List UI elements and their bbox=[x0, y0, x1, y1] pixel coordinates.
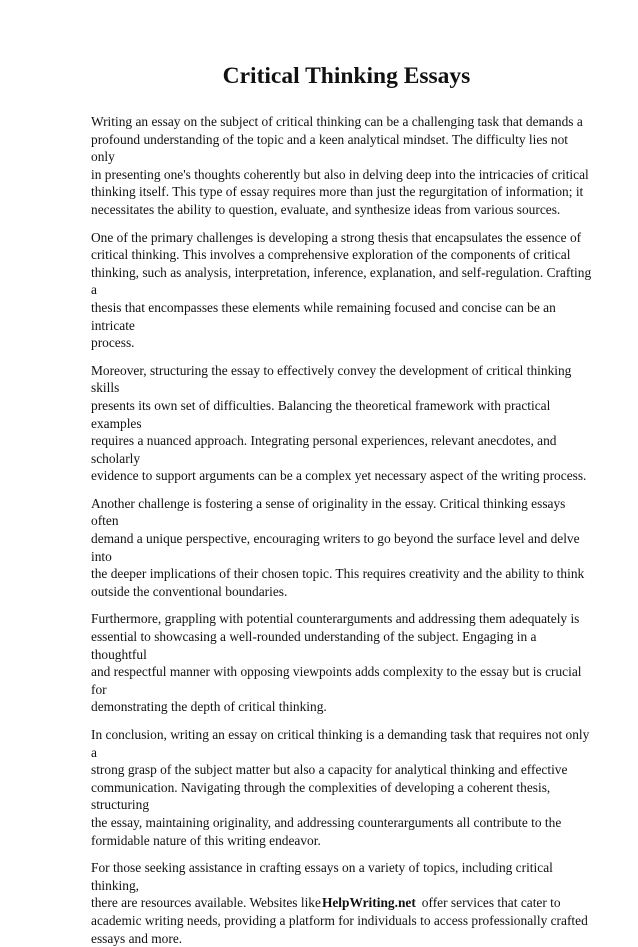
closing-text-before-link: For those seeking assistance in crafting essays on a variety of topics, including critical thinking, there are resources available. Websites like bbox=[91, 860, 553, 911]
paragraph-structure: Moreover, structuring the essay to effectively convey the development of critical thinking skills presents its own set of difficulties. Balancing the theoretical framework with practical examples requires a nuanced approach. Integrating personal experiences, relevant anecdotes, and scholarly evidence to support arguments can be a complex yet necessary aspect of the writing process. bbox=[91, 362, 587, 484]
helpwriting-link[interactable]: HelpWriting.net bbox=[321, 895, 416, 911]
paragraph-originality: Another challenge is fostering a sense of originality in the essay. Critical thinking essays often demand a unique perspective, encouraging writers to go beyond the surface level and delve into the deeper implications of their chosen topic. This requires creativity and the ability to think outside the conventional boundaries. bbox=[91, 495, 585, 599]
paragraph-conclusion: In conclusion, writing an essay on critical thinking is a demanding task that requires not only a strong grasp of the subject matter but also a capacity for analytical thinking and effective communication. Navigating through the complexities of developing a coherent thesis, structuring the essay, maintaining originality, and addressing counterarguments all contribute to the formidable nature of this writing endeavor. bbox=[91, 727, 590, 848]
paragraph-intro: Writing an essay on the subject of critical thinking can be a challenging task that demands a profound understanding of the topic and a keen analytical mindset. The difficulty lies not only in presenting one's thoughts coherently but also in delving deep into the intricacies of critical thinking itself. This type of essay requires more than just the regurgitation of information; it necessitates the ability to question, evaluate, and synthesize ideas from various sources. bbox=[91, 114, 589, 217]
document-title: Critical Thinking Essays bbox=[222, 63, 471, 89]
paragraph-closing bbox=[91, 859, 594, 947]
paragraph-thesis: One of the primary challenges is developing a strong thesis that encapsulates the essence of critical thinking. This involves a comprehensive exploration of the components of critical thinking, such as analysis, interpretation, inference, explanation, and self-regulation. Crafting a thesis that encompasses these elements while remaining focused and concise can be an intricate process. bbox=[91, 229, 592, 351]
paragraph-counterarguments: Furthermore, grappling with potential counterarguments and addressing them adequately is essential to showcasing a well-rounded understanding of the subject. Engaging in a thoughtful and respectful manner with opposing viewpoints adds complexity to the essay but is crucial for demonstrating the depth of critical thinking. bbox=[91, 611, 582, 715]
closing-text-after-link: offer services that cater to academic writing needs, providing a platform for individuals to access professionally crafted essays and more. bbox=[91, 895, 588, 946]
